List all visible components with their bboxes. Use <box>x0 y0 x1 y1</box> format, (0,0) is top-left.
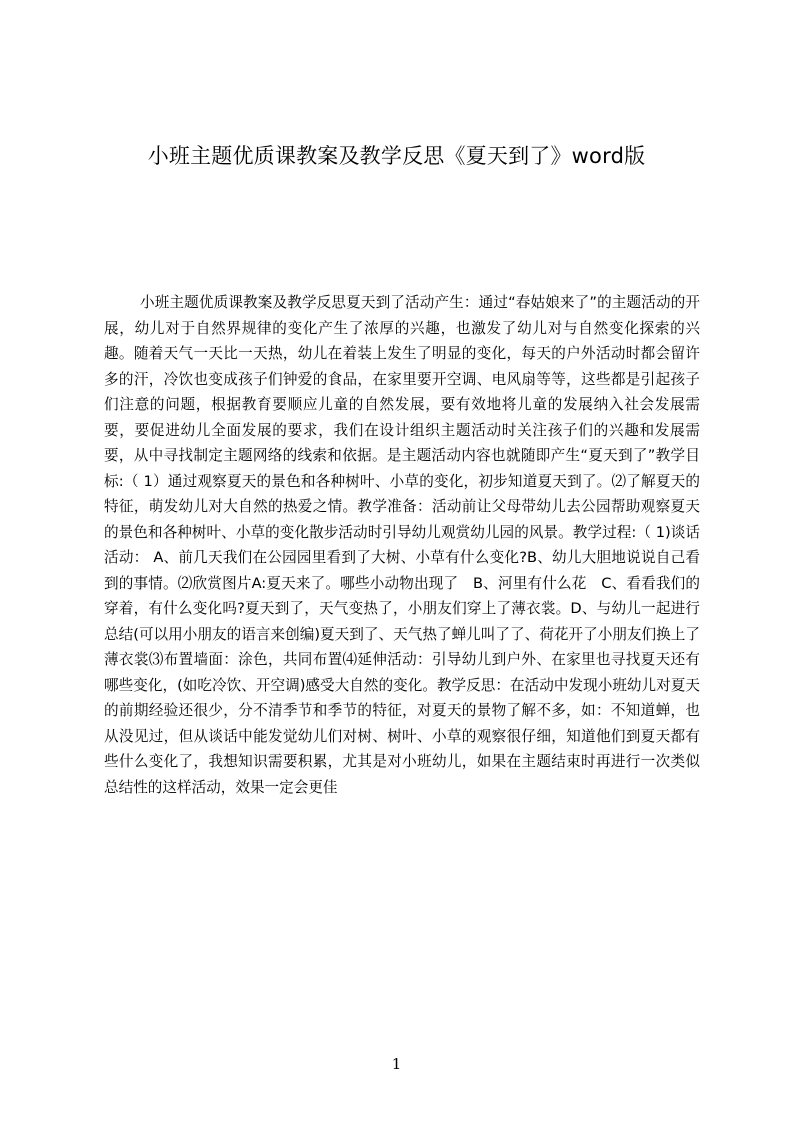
page-number: 1 <box>391 1055 402 1073</box>
document-title: 小班主题优质课教案及教学反思《夏天到了》word版 <box>147 144 646 168</box>
document-body-paragraph: 小班主题优质课教案及教学反思夏天到了活动产生：通过“春姑娘来了”的主题活动的开展，幼儿对于自然界规律的变化产生了浓厚的兴趣，也激发了幼儿对与自然变化探索的兴趣。随着天气一天比一天热，幼儿在着装上发生了明显的变化，每天的户外活动时都会留许多的汗，冷饮也变成孩子们钟爱的食品，在家里要开空调、电风扇等等，这些都是引起孩子们注意的问题，根据教育要顺应儿童的自然发展，要有效地将儿童的发展纳入社会发展需要，要促进幼儿全面发展的要求，我们在设计组织主题活动时关注孩子们的兴趣和发展需要，从中寻找制定主题网络的线索和依据。是主题活动内容也就随即产生“夏天到了”教学目标:（ 1）通过观察夏天的景色和各种树叶、小草的变化，初步知道夏天到了。⑵了解夏天的特征，萌发幼儿对大自然的热爱之情。教学准备：活动前让父母带幼儿去公园帮助观察夏天的景色和各种树叶、小草的变化散步活动时引导幼儿观赏幼儿园的风景。教学过程:（ 1)谈话活动： A、前几天我们在公园园里看到了大树、小草有什么变化?B、幼儿大胆地说说自己看到的事情。⑵欣赏图片A:夏天来了。哪些小动物出现了 B、河里有什么花 C、看看我们的穿着，有什么变化吗?夏天到了，天气变热了，小朋友们穿上了薄衣裳。D、与幼儿一起进行总结(可以用小朋友的语言来创编)夏天到了、天气热了蝉儿叫了了、荷花开了小朋友们换上了薄衣裳⑶布置墙面：涂色，共同布置⑷延伸活动：引导幼儿到户外、在家里也寻找夏天还有哪些变化，(如吃冷饮、开空调)感受大自然的变化。教学反思：在活动中发现小班幼儿对夏天的前期经验还很少，分不清季节和季节的特征，对夏天的景物了解不多，如：不知道蝉，也从没见过，但从谈话中能发觉幼儿们对树、树叶、小草的观察很仔细，知道他们到夏天都有些什么变化了，我想知识需要积累，尤其是对小班幼儿，如果在主题结束时再进行一次类似总结性的这样活动，效果一定会更佳 <box>104 294 700 796</box>
